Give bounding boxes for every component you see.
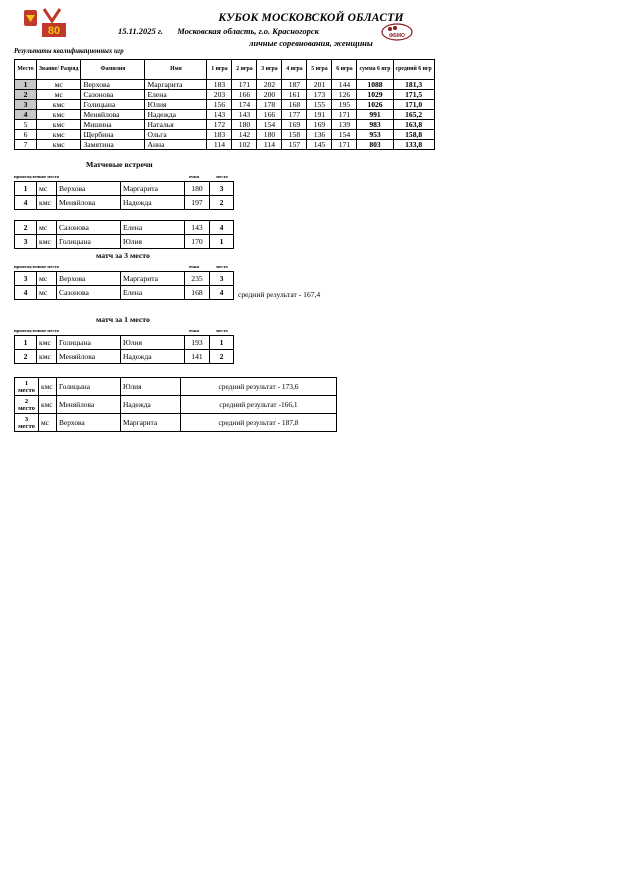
game-score-cell: 171	[332, 140, 357, 150]
game-score-cell: 180	[257, 130, 282, 140]
result-cell: 3	[210, 182, 234, 196]
rank-cell: мс	[37, 272, 57, 286]
final-standings-table	[14, 377, 337, 432]
average-cell: 171,5	[393, 90, 434, 100]
mini-header-place-3: промежуточное место	[14, 328, 60, 333]
game-score-cell: 203	[207, 90, 232, 100]
rank-cell: кмс	[37, 196, 57, 210]
game-score-cell: 156	[207, 100, 232, 110]
qual-header-cell: сумма 6 игр	[357, 60, 393, 80]
score-cell: 197	[185, 196, 210, 210]
result-cell: 1	[210, 336, 234, 350]
game-score-cell: 143	[232, 110, 257, 120]
date-location-line	[118, 26, 331, 36]
qual-header-cell: 6 игра	[332, 60, 357, 80]
game-score-cell: 180	[232, 120, 257, 130]
game-score-cell: 155	[307, 100, 332, 110]
game-score-cell: 183	[207, 130, 232, 140]
game-score-cell: 169	[282, 120, 307, 130]
game-score-cell: 187	[282, 80, 307, 90]
rank-cell: мс	[37, 286, 57, 300]
game-score-cell: 169	[307, 120, 332, 130]
qualification-row	[15, 90, 435, 100]
qualification-row	[15, 140, 435, 150]
game-score-cell: 173	[307, 90, 332, 100]
semifinal-2-table	[14, 220, 234, 249]
average-cell: 133,8	[393, 140, 434, 150]
mini-header-result-3: место	[216, 328, 228, 333]
final-place-word: место	[18, 422, 35, 430]
qualification-row	[15, 130, 435, 140]
score-cell: 170	[185, 235, 210, 249]
place-cell: 5	[15, 120, 37, 130]
seed-cell: 4	[15, 196, 37, 210]
first-name-cell: Анна	[145, 140, 207, 150]
event-location: Московская область, г.о. Красногорск	[177, 26, 319, 36]
game-score-cell: 171	[332, 110, 357, 120]
game-score-cell: 158	[282, 130, 307, 140]
last-name-cell: Меняйлова	[57, 396, 121, 414]
last-name-cell: Меняйлова	[81, 110, 145, 120]
qualification-row	[15, 120, 435, 130]
match-row	[15, 182, 234, 196]
result-cell: 4	[210, 221, 234, 235]
matches-title: Матчевые встречи	[86, 160, 153, 169]
rank-cell: кмс	[37, 100, 81, 110]
rank-cell: мс	[37, 90, 81, 100]
rank-cell: мс	[37, 80, 81, 90]
qualification-table	[14, 59, 435, 150]
last-name-cell: Верхова	[57, 272, 121, 286]
game-score-cell: 201	[307, 80, 332, 90]
mini-header-points-3: очки	[189, 328, 200, 333]
last-name-cell: Мишина	[81, 120, 145, 130]
score-cell: 141	[185, 350, 210, 364]
match-row	[15, 286, 234, 300]
mini-header-result-2: место	[216, 264, 228, 269]
average-cell: 171,0	[393, 100, 434, 110]
last-name-cell: Меняйлова	[57, 196, 121, 210]
last-name-cell: Сазонова	[81, 90, 145, 100]
game-score-cell: 166	[257, 110, 282, 120]
mini-header-points: очки	[189, 174, 200, 179]
rank-cell: мс	[37, 182, 57, 196]
seed-cell: 2	[15, 221, 37, 235]
mini-header-place-2: промежуточное место	[14, 264, 60, 269]
last-name-cell: Верхова	[81, 80, 145, 90]
rank-cell: кмс	[39, 396, 57, 414]
rank-cell: кмс	[37, 235, 57, 249]
last-name-cell: Голицына	[57, 336, 121, 350]
last-name-cell: Верхова	[57, 182, 121, 196]
last-name-cell: Верхова	[57, 414, 121, 432]
logo-right-text: ФБМО	[389, 33, 405, 39]
game-score-cell: 154	[257, 120, 282, 130]
final-result-cell: средний результат - 187,8	[181, 414, 337, 432]
average-cell: 165,2	[393, 110, 434, 120]
final-row	[15, 378, 337, 396]
final-row	[15, 414, 337, 432]
seed-cell: 1	[15, 336, 37, 350]
final-place-number: 2	[24, 397, 29, 405]
qualification-header-row	[15, 60, 435, 80]
final-result-cell: средний результат -166,1	[181, 396, 337, 414]
score-cell: 168	[185, 286, 210, 300]
first-name-cell: Наталья	[145, 120, 207, 130]
sum-cell: 1088	[357, 80, 393, 90]
game-score-cell: 157	[282, 140, 307, 150]
game-score-cell: 145	[307, 140, 332, 150]
final-place-word: место	[18, 386, 35, 394]
final-place-number: 3	[24, 415, 29, 423]
game-score-cell: 114	[207, 140, 232, 150]
place-cell: 3	[15, 100, 37, 110]
page-title: КУБОК МОСКОВСКОЙ ОБЛАСТИ	[218, 12, 404, 24]
first-name-cell: Ольга	[145, 130, 207, 140]
first-name-cell: Надежда	[145, 110, 207, 120]
game-score-cell: 174	[232, 100, 257, 110]
game-score-cell: 139	[332, 120, 357, 130]
qualification-row	[15, 110, 435, 120]
first-name-cell: Маргарита	[121, 272, 185, 286]
first-name-cell: Надежда	[121, 196, 185, 210]
third-place-table	[14, 271, 234, 300]
rank-cell: кмс	[39, 378, 57, 396]
last-name-cell: Голицына	[57, 235, 121, 249]
rank-cell: кмс	[37, 350, 57, 364]
sum-cell: 991	[357, 110, 393, 120]
final-place-word: место	[18, 404, 35, 412]
first-name-cell: Маргарита	[145, 80, 207, 90]
final-place-number: 1	[24, 379, 29, 387]
match-row	[15, 272, 234, 286]
final-place-cell	[15, 414, 39, 432]
game-score-cell: 126	[332, 90, 357, 100]
score-cell: 180	[185, 182, 210, 196]
game-score-cell: 114	[257, 140, 282, 150]
last-name-cell: Сазонова	[57, 221, 121, 235]
logo-left-text: 80	[47, 25, 61, 37]
place-cell: 7	[15, 140, 37, 150]
third-place-average: средний результат - 167,4	[238, 290, 321, 299]
first-name-cell: Елена	[121, 286, 185, 300]
match-row	[15, 235, 234, 249]
last-name-cell: Меняйлова	[57, 350, 121, 364]
match-row	[15, 196, 234, 210]
rank-cell: мс	[39, 414, 57, 432]
game-score-cell: 166	[232, 90, 257, 100]
mini-header-points-2: очки	[189, 264, 200, 269]
place-cell: 4	[15, 110, 37, 120]
sum-cell: 983	[357, 120, 393, 130]
qual-header-cell: Имя	[145, 60, 207, 80]
first-name-cell: Юлия	[121, 378, 181, 396]
first-name-cell: Юлия	[121, 336, 185, 350]
qual-header-cell: 5 игра	[307, 60, 332, 80]
first-name-cell: Елена	[121, 221, 185, 235]
qualification-row	[15, 100, 435, 110]
result-cell: 3	[210, 272, 234, 286]
last-name-cell: Сазонова	[57, 286, 121, 300]
seed-cell: 1	[15, 182, 37, 196]
third-place-title: матч за 3 место	[96, 251, 150, 260]
first-place-title: матч за 1 место	[96, 315, 150, 324]
semifinal-1-table	[14, 181, 234, 210]
game-score-cell: 195	[332, 100, 357, 110]
sum-cell: 1026	[357, 100, 393, 110]
game-score-cell: 172	[207, 120, 232, 130]
first-name-cell: Надежда	[121, 396, 181, 414]
game-score-cell: 142	[232, 130, 257, 140]
first-name-cell: Юлия	[121, 235, 185, 249]
last-name-cell: Щербина	[81, 130, 145, 140]
match-row	[15, 221, 234, 235]
seed-cell: 4	[15, 286, 37, 300]
rank-cell: кмс	[37, 120, 81, 130]
game-score-cell: 171	[232, 80, 257, 90]
final-place-cell	[15, 396, 39, 414]
game-score-cell: 136	[307, 130, 332, 140]
first-name-cell: Юлия	[145, 100, 207, 110]
qual-header-cell: 2 игра	[232, 60, 257, 80]
result-cell: 2	[210, 350, 234, 364]
first-place-table	[14, 335, 234, 364]
place-cell: 2	[15, 90, 37, 100]
game-score-cell: 202	[257, 80, 282, 90]
final-row	[15, 396, 337, 414]
rank-cell: мс	[37, 221, 57, 235]
game-score-cell: 168	[282, 100, 307, 110]
qual-header-cell: 4 игра	[282, 60, 307, 80]
qualification-caption: Результаты квалификационных игр	[14, 48, 124, 55]
game-score-cell: 143	[207, 110, 232, 120]
sum-cell: 1029	[357, 90, 393, 100]
game-score-cell: 183	[207, 80, 232, 90]
qual-header-cell: Фамилия	[81, 60, 145, 80]
game-score-cell: 178	[257, 100, 282, 110]
match-row	[15, 336, 234, 350]
final-place-cell	[15, 378, 39, 396]
sum-cell: 803	[357, 140, 393, 150]
qual-header-cell: Место	[15, 60, 37, 80]
result-cell: 4	[210, 286, 234, 300]
sum-cell: 953	[357, 130, 393, 140]
game-score-cell: 102	[232, 140, 257, 150]
game-score-cell: 161	[282, 90, 307, 100]
average-cell: 163,8	[393, 120, 434, 130]
event-date: 15.11.2025 г.	[118, 26, 164, 36]
game-score-cell: 154	[332, 130, 357, 140]
mini-header-result: место	[216, 174, 228, 179]
result-cell: 1	[210, 235, 234, 249]
place-cell: 6	[15, 130, 37, 140]
rank-cell: кмс	[37, 336, 57, 350]
first-name-cell: Надежда	[121, 350, 185, 364]
score-cell: 235	[185, 272, 210, 286]
mini-header-place: промежуточное место	[14, 174, 60, 179]
first-name-cell: Елена	[145, 90, 207, 100]
match-row	[15, 350, 234, 364]
place-cell: 1	[15, 80, 37, 90]
qual-header-cell: 1 игра	[207, 60, 232, 80]
game-score-cell: 200	[257, 90, 282, 100]
rank-cell: кмс	[37, 140, 81, 150]
first-name-cell: Маргарита	[121, 414, 181, 432]
score-cell: 143	[185, 221, 210, 235]
game-score-cell: 144	[332, 80, 357, 90]
result-cell: 2	[210, 196, 234, 210]
qual-header-cell: 3 игра	[257, 60, 282, 80]
qual-header-cell: средний 6 игр	[393, 60, 434, 80]
qualification-row	[15, 80, 435, 90]
game-score-cell: 177	[282, 110, 307, 120]
rank-cell: кмс	[37, 130, 81, 140]
rank-cell: кмс	[37, 110, 81, 120]
score-cell: 193	[185, 336, 210, 350]
last-name-cell: Голицына	[57, 378, 121, 396]
competition-subtitle: личные соревнования, женщины	[249, 38, 373, 48]
game-score-cell: 191	[307, 110, 332, 120]
seed-cell: 3	[15, 235, 37, 249]
qual-header-cell: Звание/ Разряд	[37, 60, 81, 80]
seed-cell: 3	[15, 272, 37, 286]
final-result-cell: средний результат - 173,6	[181, 378, 337, 396]
last-name-cell: Голицына	[81, 100, 145, 110]
first-name-cell: Маргарита	[121, 182, 185, 196]
average-cell: 181,3	[393, 80, 434, 90]
last-name-cell: Замятина	[81, 140, 145, 150]
average-cell: 158,8	[393, 130, 434, 140]
seed-cell: 2	[15, 350, 37, 364]
